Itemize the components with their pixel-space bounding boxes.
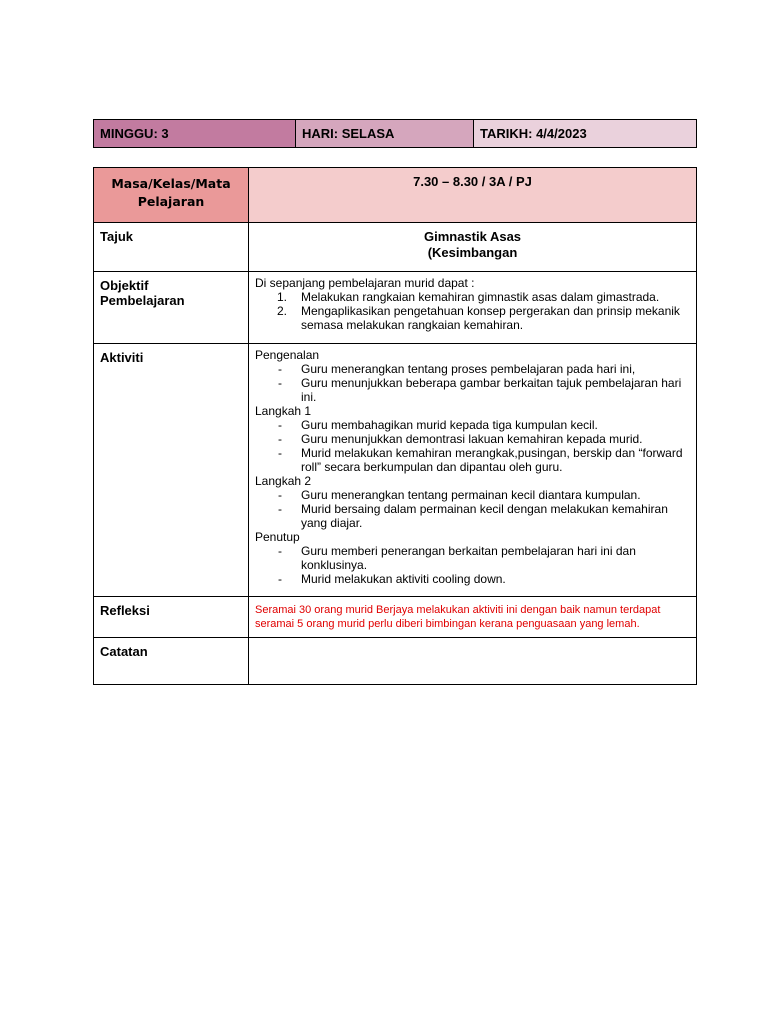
masa-value: 7.30 – 8.30 / 3A / PJ — [249, 168, 697, 223]
tarikh-cell: TARIKH: 4/4/2023 — [474, 120, 697, 148]
langkah-1-list — [255, 418, 690, 474]
catatan-label: Catatan — [94, 638, 249, 685]
section-heading-pengenalan: Pengenalan — [255, 348, 320, 362]
list-item: - Murid bersaing dalam permainan kecil dengan melakukan kemahiran yang diajar. — [255, 502, 690, 530]
masa-row — [94, 168, 697, 223]
masa-label-line1: Masa/Kelas/Mata — [111, 176, 231, 191]
list-item: - Murid melakukan kemahiran merangkak,pusingan, berskip dan “forward roll” secara berkumpulan dan dipantau oleh guru. — [255, 446, 690, 474]
section-heading-langkah-2: Langkah 2 — [255, 474, 312, 488]
objektif-label-line1: Objektif — [100, 278, 149, 293]
aktiviti-label: Aktiviti — [94, 344, 249, 597]
objektif-list — [255, 290, 690, 332]
masa-label — [94, 168, 249, 223]
list-item: - Guru menerangkan tentang permainan kecil diantara kumpulan. — [255, 488, 690, 502]
aktiviti-row — [94, 344, 697, 597]
tajuk-line2: (Kesimbangan — [427, 245, 518, 260]
list-item: - Guru menunjukkan demontrasi lakuan kemahiran kepada murid. — [255, 432, 690, 446]
list-item: - Guru memberi penerangan berkaitan pembelajaran hari ini dan konklusinya. — [255, 544, 690, 572]
section-heading-langkah-1: Langkah 1 — [255, 404, 312, 418]
hari-cell: HARI: SELASA — [296, 120, 474, 148]
tajuk-line1: Gimnastik Asas — [423, 229, 522, 244]
langkah-2-list — [255, 488, 690, 530]
section-heading-penutup: Penutup — [255, 530, 300, 544]
list-item: - Guru menerangkan tentang proses pembelajaran pada hari ini, — [255, 362, 690, 376]
list-item: - Guru membahagikan murid kepada tiga kumpulan kecil. — [255, 418, 690, 432]
refleksi-row — [94, 597, 697, 638]
objektif-label — [94, 272, 249, 344]
refleksi-text: Seramai 30 orang murid Berjaya melakukan aktiviti ini dengan baik namun terdapat seramai 5 orang murid perlu diberi bimbingan kerana penguasaan yang lemah. — [255, 604, 661, 630]
aktiviti-content — [249, 344, 697, 597]
objektif-content — [249, 272, 697, 344]
lesson-plan-table — [93, 167, 697, 685]
list-item: 2. Mengaplikasikan pengetahuan konsep pergerakan dan prinsip mekanik semasa melakukan rangkaian kemahiran. — [277, 304, 680, 332]
list-item: - Guru menunjukkan beberapa gambar berkaitan tajuk pembelajaran hari ini. — [255, 376, 690, 404]
objektif-row — [94, 272, 697, 344]
list-item: 1. Melakukan rangkaian kemahiran gimnastik asas dalam gimastrada. — [277, 290, 660, 304]
pengenalan-list — [255, 362, 690, 404]
penutup-list — [255, 544, 690, 586]
objektif-label-line2: Pembelajaran — [100, 293, 185, 308]
masa-label-line2: Pelajaran — [137, 194, 205, 209]
tajuk-row — [94, 223, 697, 272]
list-item: - Murid melakukan aktiviti cooling down. — [255, 572, 690, 586]
header-table — [93, 119, 697, 148]
refleksi-content — [249, 597, 697, 638]
refleksi-label: Refleksi — [94, 597, 249, 638]
tajuk-value — [249, 223, 697, 272]
catatan-content[interactable] — [249, 638, 697, 685]
tajuk-label: Tajuk — [94, 223, 249, 272]
minggu-cell: MINGGU: 3 — [94, 120, 296, 148]
objektif-intro: Di sepanjang pembelajaran murid dapat : — [255, 276, 475, 290]
catatan-row — [94, 638, 697, 685]
